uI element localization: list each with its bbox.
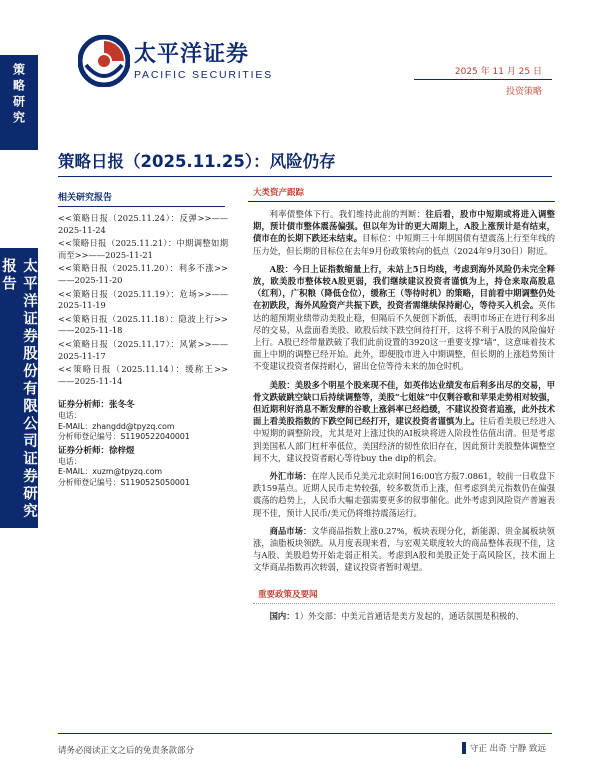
us-stock-paragraph bbox=[253, 379, 555, 464]
domestic-text: 1）外交部：中美元首通话是美方发起的，通话氛围是积极的、 bbox=[294, 610, 524, 621]
related-report-link[interactable]: <<策略日报（2025.11.14）：缓称王>>——2025-11-14 bbox=[58, 364, 228, 386]
policy-heading: 重要政策及要闻 bbox=[258, 589, 318, 600]
analyst-cert: 分析师登记编号：S1190522040001 bbox=[58, 432, 190, 442]
brand-logo bbox=[78, 35, 273, 87]
a-share-tail: 英伟达的超预期业绩带动美股止稳，但隔后不久便创下新低，表明市场正在进行利多出尽的交易，从盘面看美股、欧股后续下跌空间待打开，这将不利于A股的风险偏好上行。A股已经带量跌破了我们此前设置的3920这一重要支撑“墙”，这意味着技术面上中期的调整已经开始。此外，即便股市进入中期调整，但长期的上涨趋势预计不变建议投资者保持耐心，留出仓位等待未来的加仓时机。 bbox=[253, 300, 555, 372]
related-reports-list bbox=[58, 213, 228, 387]
analyst-label: 证券分析师： bbox=[58, 445, 110, 456]
commodity-paragraph bbox=[253, 525, 555, 574]
domestic-lead: 国内： bbox=[269, 610, 295, 621]
fx-text: 在岸人民币兑美元北京时间16:00官方报7.0861，较前一日收盘下跌159基点。近期人民币走势较强，较多数货币上涨，但考虑到美元指数仍在偏强震荡的趋势上，人民币大幅走强需要更多的叙事催化。此外考虑到风险资产普遍表现不佳，预计人民币/美元仍将维持震荡运行。 bbox=[253, 471, 555, 518]
analyst-card bbox=[58, 445, 228, 489]
analyst-name: 张冬冬 bbox=[109, 400, 135, 411]
commodity-lead: 商品市场： bbox=[269, 525, 312, 536]
a-share-paragraph bbox=[253, 263, 555, 373]
section-heading: 大类资产跟踪 bbox=[248, 186, 555, 202]
analyst-email[interactable]: E-MAIL：zhangdd@tpyzq.com bbox=[58, 421, 175, 431]
us-stock-lead: 美股： bbox=[269, 379, 295, 390]
fx-lead: 外汇市场： bbox=[269, 471, 312, 482]
main-content bbox=[253, 186, 555, 622]
related-report-link[interactable]: <<策略日报（2025.11.24）：反弹>>——2025-11-24 bbox=[58, 213, 228, 235]
analyst-label: 证券分析师： bbox=[58, 400, 110, 411]
analyst-name: 徐梓煜 bbox=[109, 445, 135, 456]
pacific-logo-icon bbox=[78, 35, 130, 87]
a-share-highlight: 今日上证指数缩量上行，未站上5日均线，考虑到海外风险仍未完全释放，欧美股市整体较A股更弱，我们继续建议投资者谨慎为上，持仓来取高股息（红利），广积粮（降低仓位），缓称王（等待时机）的策略，目前看中期调整仍处在初跌段，海外风险资产共振下跌，投资者需继续保持耐心，等待买入机会。 bbox=[253, 263, 555, 311]
bond-text: 利率债整体下行。我们维持此前的判断： bbox=[269, 209, 426, 219]
sidebar-category: 策略研究 bbox=[0, 55, 38, 150]
related-report-link[interactable]: <<策略日报（2025.11.20）：利多不涨>>——2025-11-20 bbox=[58, 263, 228, 285]
analyst-info bbox=[58, 399, 228, 488]
analyst-phone: 电话： bbox=[58, 456, 82, 466]
footer-divider bbox=[58, 733, 552, 734]
related-report-link[interactable]: <<策略日报（2025.11.21）：中期调整如期而至>>——2025-11-21 bbox=[58, 238, 228, 260]
report-type: 投资策略 bbox=[505, 87, 542, 97]
bond-tail: 目标位：中短期三十年期国债有望震荡上行至年线的压力处，但长期的目标位在去年9月份政策转向的低点（2024年9月30日）附近。 bbox=[253, 233, 555, 256]
commodity-text: 文华商品指数上涨0.27%，板块表现分化，新能源、贵金属板块领涨，油脂板块领跌。从月度表现来看，与宏观关联度较大的商品整体表现不佳，这与A股、美股趋势开始走弱正相关。考虑到A股和美股正处于高风险区，技术面上文华商品指数再次转弱，建议投资者暂时观望。 bbox=[253, 525, 555, 573]
us-stock-highlight: 美股多个明星个股来现不佳，如英伟达业绩发布后利多出尽的交易，甲骨文跌破跳空缺口后持续调整等，美股“七姐妹”中仅剩谷歌和苹果走势相对较强，但近期利好消息不断发酵的谷歌上涨斜率已经趋缓，不建议投资者追涨，此外技术面上看美股指数的下跌空间已经打开，建议投资者谨慎为上。 bbox=[253, 379, 555, 427]
title-divider bbox=[58, 176, 552, 177]
brand-name-cn: 太平洋证券 bbox=[134, 41, 250, 67]
bond-highlight: 往后看，股市中短期或将进入调整期，预计债市整体震荡偏强。但以年为计的更大周期上，A股上涨预计是有结束，债市在的长期下跌还未结束。 bbox=[253, 209, 555, 244]
header-divider bbox=[414, 79, 552, 80]
analyst-phone: 电话： bbox=[58, 411, 82, 421]
related-report-link[interactable]: <<策略日报（2025.11.17）：风紧>>——2025-11-17 bbox=[58, 338, 228, 361]
related-reports-heading: 相关研究报告 bbox=[58, 190, 225, 207]
company-motto: 守正 出奇 宁静 致远 bbox=[462, 742, 550, 754]
policy-divider bbox=[253, 603, 555, 604]
analyst-cert: 分析师登记编号：S1190525050001 bbox=[58, 477, 190, 487]
brand-name-en: PACIFIC SECURITIES bbox=[134, 68, 273, 81]
page-title: 策略日报（2025.11.25）：风险仍存 bbox=[58, 152, 336, 171]
report-date: 2025 年 11 月 25 日 bbox=[454, 67, 542, 77]
related-report-link[interactable]: <<策略日报（2025.11.18）：隐波上行>>——2025-11-18 bbox=[58, 313, 228, 336]
analyst-card bbox=[58, 399, 228, 443]
us-stock-tail: 往后看美股已经进入中短期的调整阶段，尤其是对上涨过快的AI板块将进入阶段性估值出清。但是考虑到美国私人部门杠杆率低位，美国经济的韧性依旧存在，因此预计美股整体调整空间不大，建议投资者耐心等待buy the dip的机会。 bbox=[253, 416, 555, 463]
disclaimer-note: 请务必阅读正文之后的免责条款部分 bbox=[58, 746, 195, 756]
sidebar-company: 太平洋证券股份有限公司证券研究报告 bbox=[0, 248, 38, 528]
domestic-paragraph bbox=[253, 610, 555, 622]
left-column bbox=[58, 190, 228, 490]
related-report-link[interactable]: <<策略日报（2025.11.19）：危场>>——2025-11-19 bbox=[58, 288, 228, 311]
bond-paragraph bbox=[253, 208, 555, 257]
fx-paragraph bbox=[253, 470, 555, 519]
analyst-email[interactable]: E-MAIL：xuzm@tpyzq.com bbox=[58, 467, 163, 477]
a-share-lead: A股： bbox=[269, 263, 294, 274]
